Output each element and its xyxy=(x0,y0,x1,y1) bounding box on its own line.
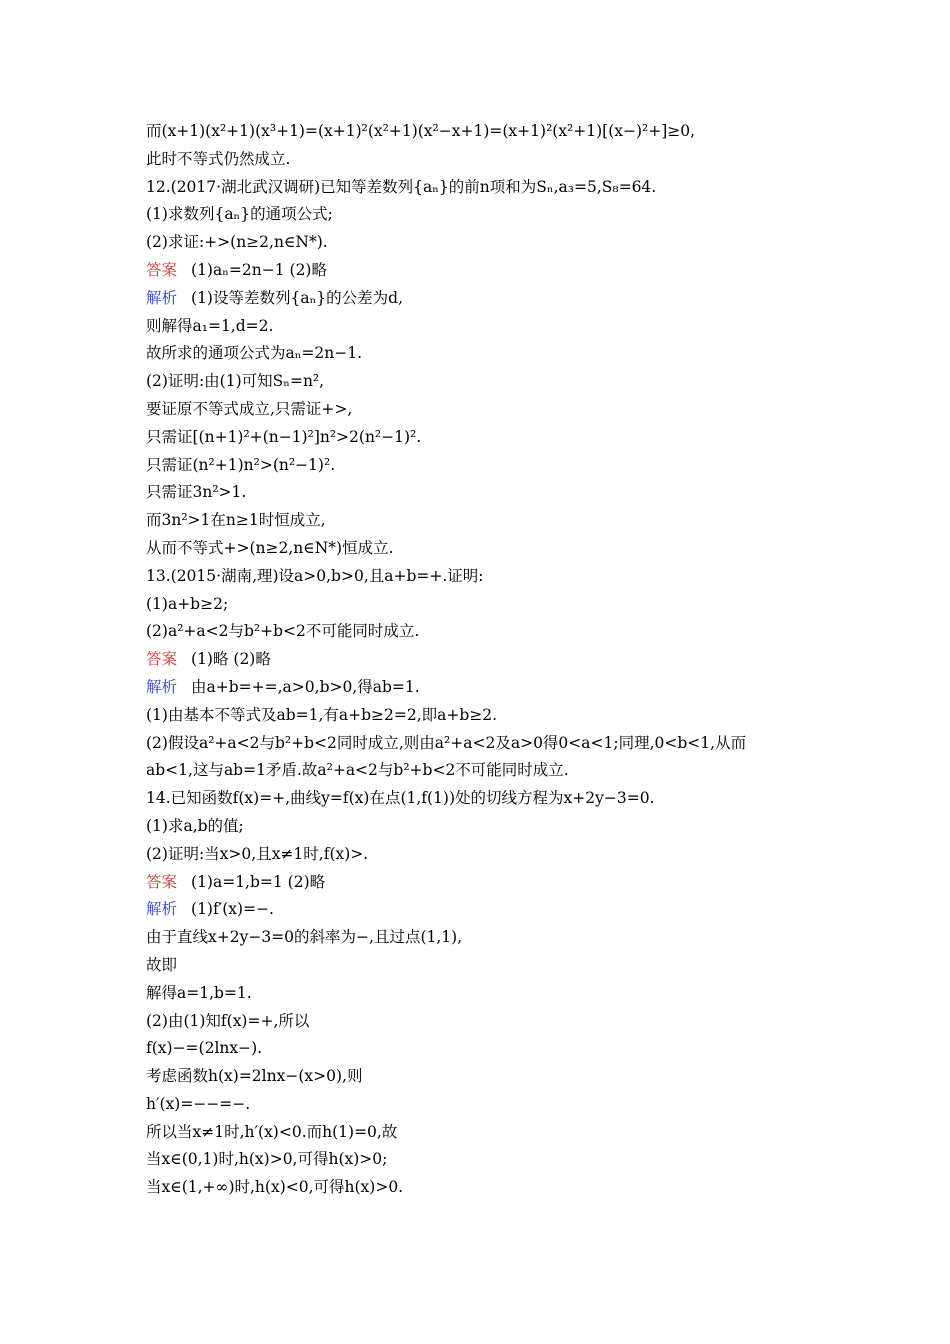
line-text: 当x∈(1,+∞)时,h(x)<0,可得h(x)>0. xyxy=(146,1178,404,1197)
line-text: (1)设等差数列{aₙ}的公差为d, xyxy=(191,288,403,307)
text-line xyxy=(146,201,836,229)
text-line xyxy=(146,368,836,396)
line-text: 12.(2017·湖北武汉调研)已知等差数列{aₙ}的前n项和为Sₙ,a₃=5,S₈=64. xyxy=(146,177,657,196)
line-text: 所以当x≠1时,h′(x)<0.而h(1)=0,故 xyxy=(146,1122,398,1141)
text-line xyxy=(146,702,836,730)
line-text: 故所求的通项公式为aₙ=2n−1. xyxy=(146,344,363,363)
text-line xyxy=(146,1146,836,1174)
line-text: (1)求a,b的值; xyxy=(146,816,244,835)
line-text: (1)略 (2)略 xyxy=(191,650,271,669)
text-line xyxy=(146,952,836,980)
text-line xyxy=(146,869,836,897)
text-line xyxy=(146,174,836,202)
text-line xyxy=(146,146,836,174)
text-line xyxy=(146,674,836,702)
text-line xyxy=(146,118,836,146)
line-text: 由a+b=+=,a>0,b>0,得ab=1. xyxy=(191,677,420,696)
line-text: 则解得a₁=1,d=2. xyxy=(146,316,274,335)
text-line xyxy=(146,563,836,591)
text-line xyxy=(146,229,836,257)
text-line xyxy=(146,1035,836,1063)
line-text: 13.(2015·湖南,理)设a>0,b>0,且a+b=+.证明: xyxy=(146,566,484,585)
text-line xyxy=(146,730,836,758)
text-line xyxy=(146,980,836,1008)
text-line xyxy=(146,313,836,341)
line-text: (2)证明:由(1)可知Sₙ=n², xyxy=(146,372,325,391)
line-text: (2)a²+a<2与b²+b<2不可能同时成立. xyxy=(146,622,420,641)
line-text: 只需证3n²>1. xyxy=(146,483,247,502)
line-text: 只需证[(n+1)²+(n−1)²]n²>2(n²−1)². xyxy=(146,427,422,446)
line-text: 而(x+1)(x²+1)(x³+1)=(x+1)²(x²+1)(x²−x+1)=(x+1)²(x²+1)[(x−)²+]≥0, xyxy=(146,122,696,140)
line-text: (1)求数列{aₙ}的通项公式; xyxy=(146,205,333,224)
text-line xyxy=(146,785,836,813)
answer-label: 答案 xyxy=(146,260,178,279)
line-text: h′(x)=−−=−. xyxy=(146,1094,251,1113)
text-line xyxy=(146,896,836,924)
line-text: (1)由基本不等式及ab=1,有a+b≥2=2,即a+b≥2. xyxy=(146,705,498,724)
analysis-label: 解析 xyxy=(146,900,178,919)
text-line xyxy=(146,396,836,424)
line-text: 故即 xyxy=(146,955,178,974)
text-line xyxy=(146,285,836,313)
line-text: 只需证(n²+1)n²>(n²−1)². xyxy=(146,455,336,474)
analysis-label: 解析 xyxy=(146,677,178,696)
line-text: ab<1,这与ab=1矛盾.故a²+a<2与b²+b<2不可能同时成立. xyxy=(146,761,569,780)
text-line xyxy=(146,340,836,368)
line-text: (2)假设a²+a<2与b²+b<2同时成立,则由a²+a<2及a>0得0<a<1;同理,0<b<1,从而 xyxy=(146,733,747,752)
line-text: (2)求证:+>(n≥2,n∈N*). xyxy=(146,233,328,252)
line-text: (2)由(1)知f(x)=+,所以 xyxy=(146,1011,310,1030)
line-text: 从而不等式+>(n≥2,n∈N*)恒成立. xyxy=(146,538,394,557)
text-line xyxy=(146,646,836,674)
text-line xyxy=(146,507,836,535)
text-line xyxy=(146,813,836,841)
text-line xyxy=(146,924,836,952)
line-text: 此时不等式仍然成立. xyxy=(146,149,291,168)
analysis-label: 解析 xyxy=(146,288,178,307)
line-text: (1)a=1,b=1 (2)略 xyxy=(191,872,326,891)
document-body xyxy=(146,118,836,1202)
line-text: 由于直线x+2y−3=0的斜率为−,且过点(1,1), xyxy=(146,928,463,947)
text-line xyxy=(146,424,836,452)
line-text: (2)证明:当x>0,且x≠1时,f(x)>. xyxy=(146,844,369,863)
line-text: 考虑函数h(x)=2lnx−(x>0),则 xyxy=(146,1067,363,1086)
text-line xyxy=(146,257,836,285)
line-text: (1)f′(x)=−. xyxy=(191,900,274,919)
line-text: 要证原不等式成立,只需证+>, xyxy=(146,399,353,418)
answer-label: 答案 xyxy=(146,650,178,669)
line-text: f(x)−=(2lnx−). xyxy=(146,1039,263,1058)
text-line xyxy=(146,591,836,619)
text-line xyxy=(146,452,836,480)
text-line xyxy=(146,1119,836,1147)
line-text: (1)a+b≥2; xyxy=(146,594,229,613)
text-line xyxy=(146,841,836,869)
line-text: 14.已知函数f(x)=+,曲线y=f(x)在点(1,f(1))处的切线方程为x+2y−3=0. xyxy=(146,789,655,808)
text-line xyxy=(146,757,836,785)
text-line xyxy=(146,1008,836,1036)
text-line xyxy=(146,1063,836,1091)
text-line xyxy=(146,1091,836,1119)
text-line xyxy=(146,618,836,646)
text-line xyxy=(146,1174,836,1202)
line-text: 解得a=1,b=1. xyxy=(146,983,252,1002)
line-text: (1)aₙ=2n−1 (2)略 xyxy=(191,260,327,279)
answer-label: 答案 xyxy=(146,872,178,891)
text-line xyxy=(146,479,836,507)
line-text: 当x∈(0,1)时,h(x)>0,可得h(x)>0; xyxy=(146,1150,388,1169)
line-text: 而3n²>1在n≥1时恒成立, xyxy=(146,511,326,530)
text-line xyxy=(146,535,836,563)
